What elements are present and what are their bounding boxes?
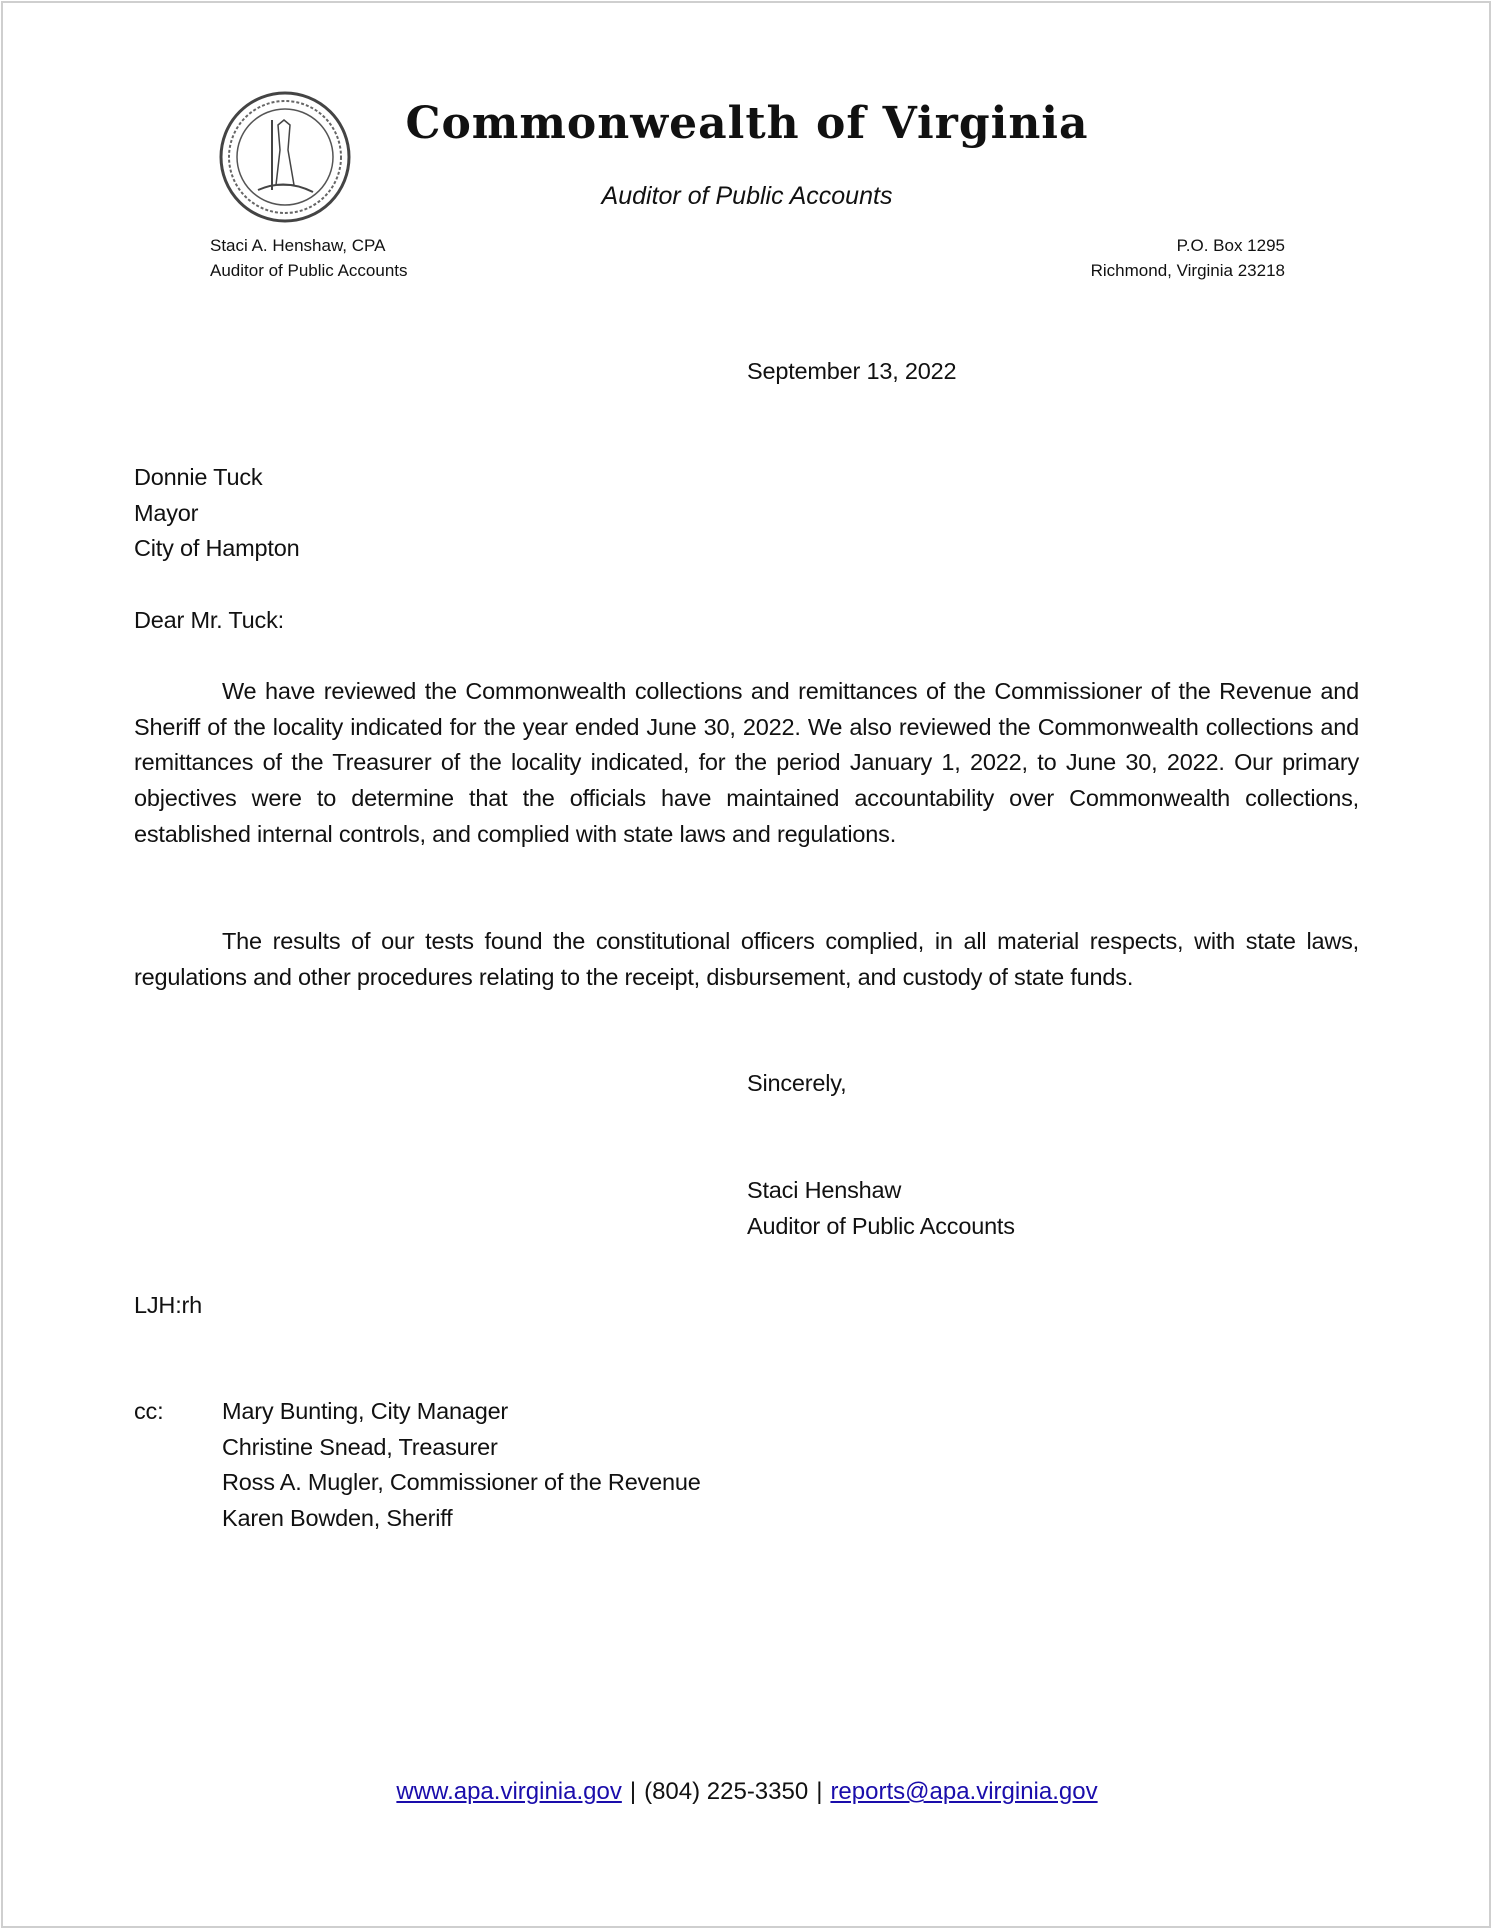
- separator: |: [629, 1778, 637, 1805]
- cc-label: cc:: [134, 1398, 164, 1424]
- city-state-zip: Richmond, Virginia 23218: [1090, 261, 1285, 280]
- cc-list: [222, 1394, 701, 1537]
- website-link[interactable]: www.apa.virginia.gov: [396, 1778, 622, 1805]
- reference-initials: LJH:rh: [134, 1292, 203, 1318]
- letter-date: September 13, 2022: [747, 358, 957, 384]
- recipient-name: Donnie Tuck: [134, 464, 263, 490]
- letterhead-subtitle: Auditor of Public Accounts: [601, 182, 893, 210]
- recipient-block: [134, 460, 299, 567]
- auditor-name: Staci A. Henshaw, CPA: [210, 236, 386, 255]
- cc-item: Ross A. Mugler, Commissioner of the Revenue: [222, 1469, 701, 1496]
- closing: Sincerely,: [747, 1070, 847, 1096]
- email-link[interactable]: reports@apa.virginia.gov: [830, 1778, 1098, 1805]
- signer-name: Staci Henshaw: [747, 1177, 902, 1203]
- recipient-title: Mayor: [134, 499, 199, 526]
- letterhead-title: Commonwealth of Virginia: [405, 98, 1089, 149]
- recipient-org: City of Hampton: [134, 535, 300, 562]
- po-box: P.O. Box 1295: [1176, 236, 1285, 255]
- auditor-title: Auditor of Public Accounts: [210, 261, 408, 280]
- signature-block: [747, 1173, 1015, 1244]
- phone-number: (804) 225-3350: [644, 1778, 809, 1805]
- salutation: Dear Mr. Tuck:: [134, 607, 284, 633]
- auditor-name-block: [210, 233, 408, 283]
- cc-item: Mary Bunting, City Manager: [222, 1398, 509, 1424]
- separator: |: [816, 1778, 823, 1805]
- cc-item: Christine Snead, Treasurer: [222, 1433, 498, 1460]
- body-paragraph: The results of our tests found the constitutional officers complied, in all material respects, with state laws, regulations and other procedures relating to the receipt, disbursement, and custody of state funds.: [134, 928, 1359, 990]
- address-block: [1091, 233, 1285, 283]
- signer-title: Auditor of Public Accounts: [747, 1212, 1015, 1239]
- cc-item: Karen Bowden, Sheriff: [222, 1505, 453, 1532]
- body-paragraph: We have reviewed the Commonwealth collections and remittances of the Commissioner of the Revenue and Sheriff of the locality indicated for the year ended June 30, 2022. We also reviewed the Commonwealth collections and remittances of the Treasurer of the locality indicated, for the period January 1, 2022, to June 30, 2022. Our primary objectives were to determine that the officials have maintained accountability over Commonwealth collections, established internal controls, and complied with state laws and regulations.: [134, 678, 1359, 847]
- footer: [0, 1778, 1494, 1806]
